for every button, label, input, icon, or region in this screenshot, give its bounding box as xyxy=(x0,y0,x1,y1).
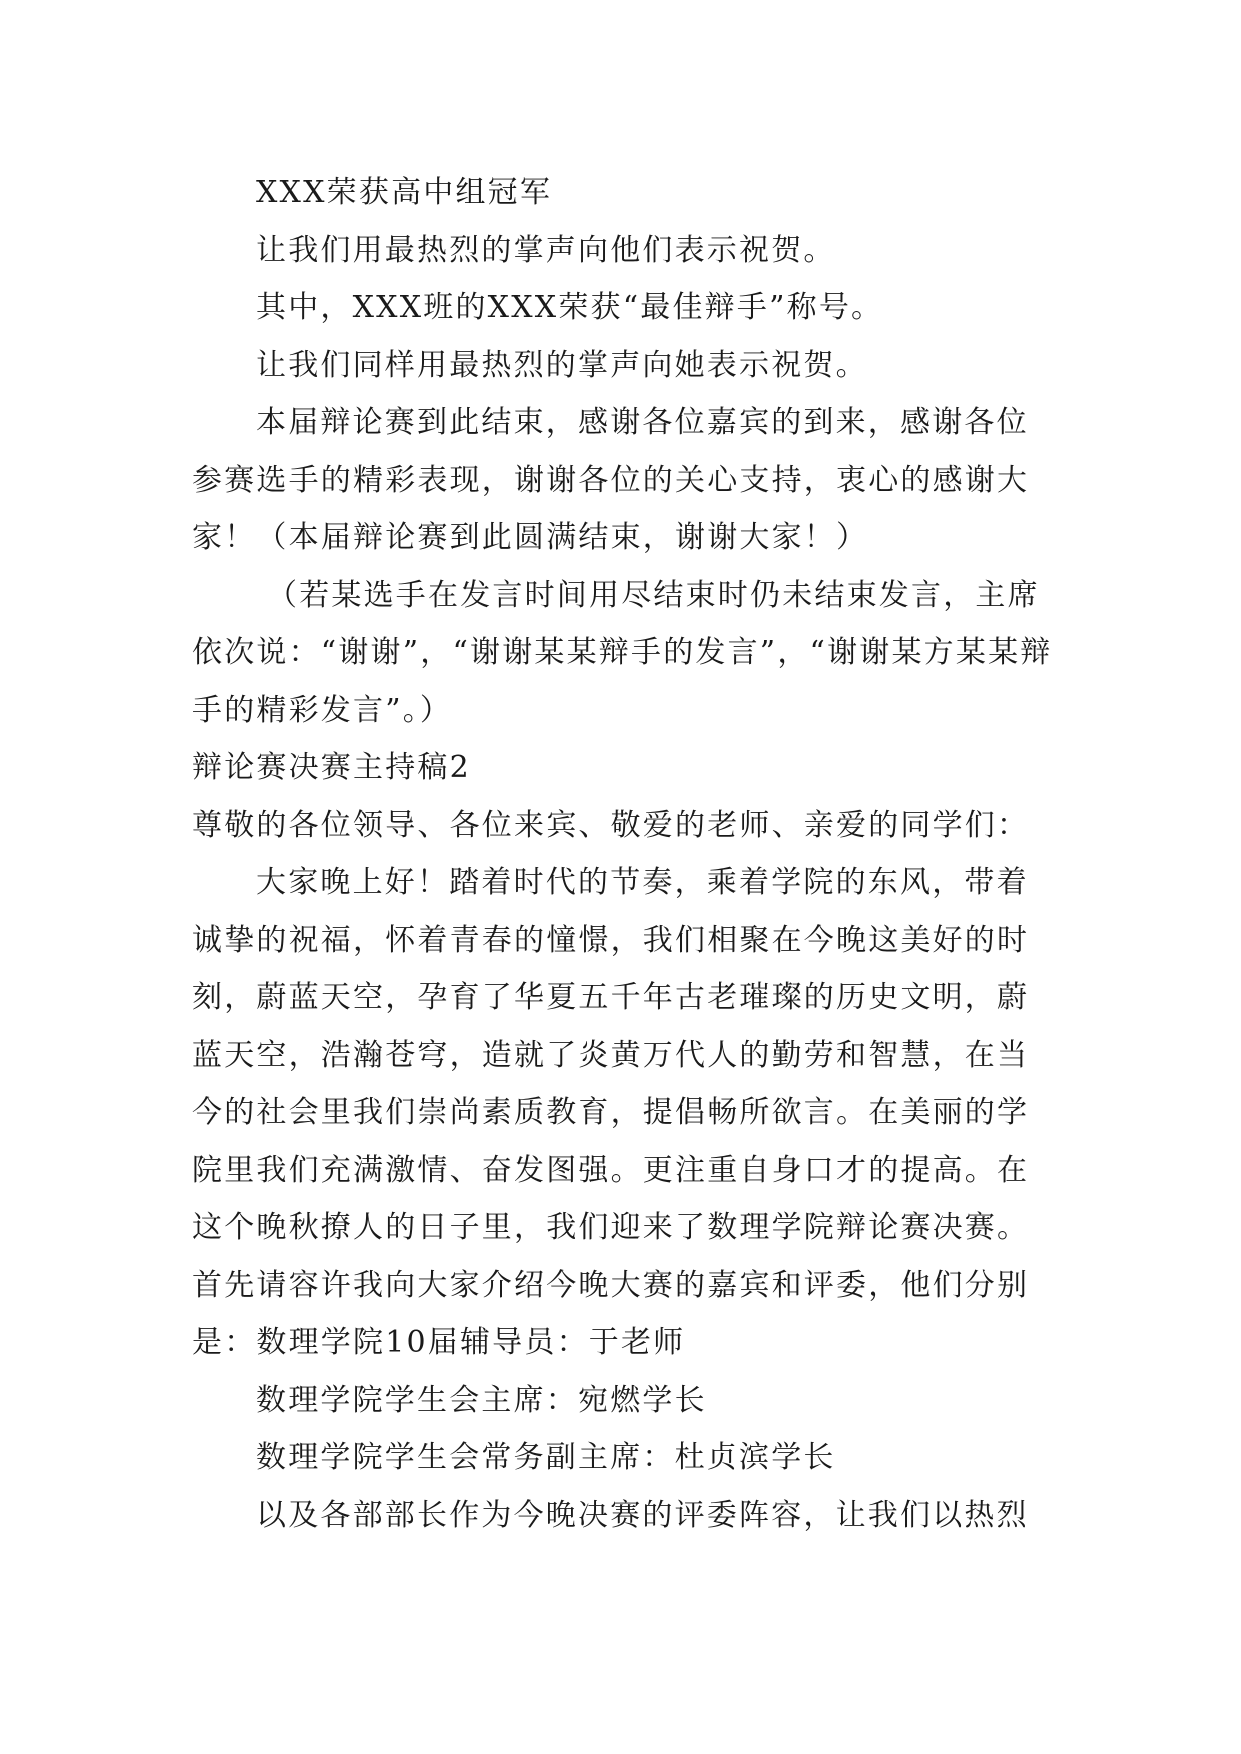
paragraph-applause-her: 让我们同样用最热烈的掌声向她表示祝贺。 xyxy=(256,347,868,383)
paragraph-closing: 本届辩论赛到此结束，感谢各位嘉宾的到来，感谢各位参赛选手的精彩表现，谢谢各位的关心支持，衷心的感谢大家！（本届辩论赛到此圆满结束，谢谢大家！） xyxy=(192,405,1030,555)
paragraph-opening-speech: 大家晚上好！踏着时代的节奏，乘着学院的东风，带着诚挚的祝福，怀着青春的憧憬，我们相聚在今晚这美好的时刻，蔚蓝天空，孕育了华夏五千年古老璀璨的历史文明，蔚蓝天空，浩瀚苍穹，造就了炎黄万代人的勤劳和智慧，在当今的社会里我们崇尚素质教育，提倡畅所欲言。在美丽的学院里我们充满激情、奋发图强。更注重自身口才的提高。在这个晚秋撩人的日子里，我们迎来了数理学院辩论赛决赛。首先请容许我向大家介绍今晚大赛的嘉宾和评委，他们分别是：数理学院10届辅导员：于老师 xyxy=(192,865,1030,1360)
paragraph-vice-chairman: 数理学院学生会常务副主席：杜贞滨学长 xyxy=(256,1440,836,1475)
paragraph-champion: XXX荣获高中组冠军 xyxy=(256,175,553,210)
section-heading: 辩论赛决赛主持稿2 xyxy=(192,750,471,785)
paragraph-applause-them: 让我们用最热烈的掌声向他们表示祝贺。 xyxy=(256,232,836,268)
paragraph-salutation: 尊敬的各位领导、各位来宾、敬爱的老师、亲爱的同学们： xyxy=(192,807,1030,843)
paragraph-best-debater: 其中，XXX班的XXX荣获“最佳辩手”称号。 xyxy=(256,290,884,325)
paragraph-chairman: 数理学院学生会主席：宛燃学长 xyxy=(256,1382,707,1418)
paragraph-time-rule: （若某选手在发言时间用尽结束时仍未结束发言，主席依次说：“谢谢”，“谢谢某某辩手的发言”，“谢谢某方某某辩手的精彩发言”。） xyxy=(192,577,1053,728)
paragraph-judges: 以及各部部长作为今晚决赛的评委阵容，让我们以热烈 xyxy=(256,1497,1029,1533)
document-body xyxy=(192,164,1060,1544)
